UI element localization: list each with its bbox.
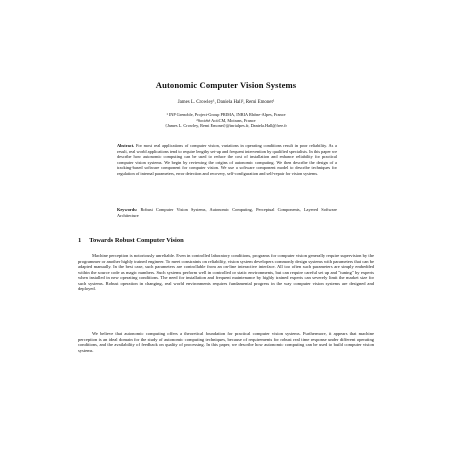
section-title: Towards Robust Computer Vision	[89, 237, 184, 244]
paper-title: Autonomic Computer Vision Systems	[155, 80, 297, 90]
abstract-text: For most real applications of computer vision, variations in operating conditions result in poor reliability. As a result, real world applications tend to require lengthy set-up and frequent intervention by qualified specialists. In this paper we describe how autonomic computing can be used to reduce the cost of installation and enhance reliability for practical computer vision systems. We begin by reviewing the origins of autonomic computing. We then describe the design of a tracking-based software component for computer vision. We use a software component model to describe techniques for regulation of internal parameters, error detection and recovery, self-configuration and self-repair for vision systems.	[117, 143, 337, 176]
section-heading	[78, 237, 192, 244]
keywords	[117, 207, 337, 218]
body-paragraph: We believe that autonomic computing offers a theoretical foundation for practical computer vision systems. Furthermore, it appears that machine perception is an ideal domain for the study of autonomic computing techniques, because of requirements for robust real time response under different operating conditions, and the availability of feedback on quality of processing. In this paper, we describe how autonomic computing can be used to build computer vision systems.	[78, 331, 374, 353]
keywords-text: Robust Computer Vision Systems, Autonomic Computing, Perceptual Components, Layered Software Architecture	[117, 207, 337, 218]
keywords-label: Keywords:	[117, 207, 138, 212]
abstract	[117, 143, 337, 176]
email-line: {James L. Crowley, Remi Emonet}@inrialpes.fr, Daniela.Hall@free.fr	[165, 123, 287, 129]
author-list: James L. Crowley¹, Daniela Hall², Remi Emonet¹	[177, 100, 275, 105]
section-number: 1	[78, 237, 82, 244]
body-paragraph: Machine perception is notoriously unreliable. Even in controlled laboratory conditions, programs for computer vision generally require supervision by the programmer or another highly trained engineer. To meet constraints on reliability, vision system developers commonly design systems with parameters that can be adapted manually. In the best case, such parameters are controllable from an on-line interactive interface. All too often such parameters are simply embedded within the source code as magic numbers. Such systems perform well in controlled or static environments, but can require careful set up and "tuning" by experts when installed in new operating conditions. The need for installation and frequent maintenance by highly trained experts can severely limit the market size for such systems. Robust operation in changing, real world environments requires fundamental progress in the way computer vision systems are designed and deployed.	[78, 253, 374, 292]
affiliation-line: ²Société ActiCM, Moirans, France	[196, 117, 256, 123]
affiliation-line: ¹ INP Grenoble, Project-Group PRIMA, INRIA Rhône-Alpes, France	[166, 112, 286, 117]
affiliations	[0, 112, 452, 129]
abstract-label: Abstract.	[117, 143, 135, 148]
